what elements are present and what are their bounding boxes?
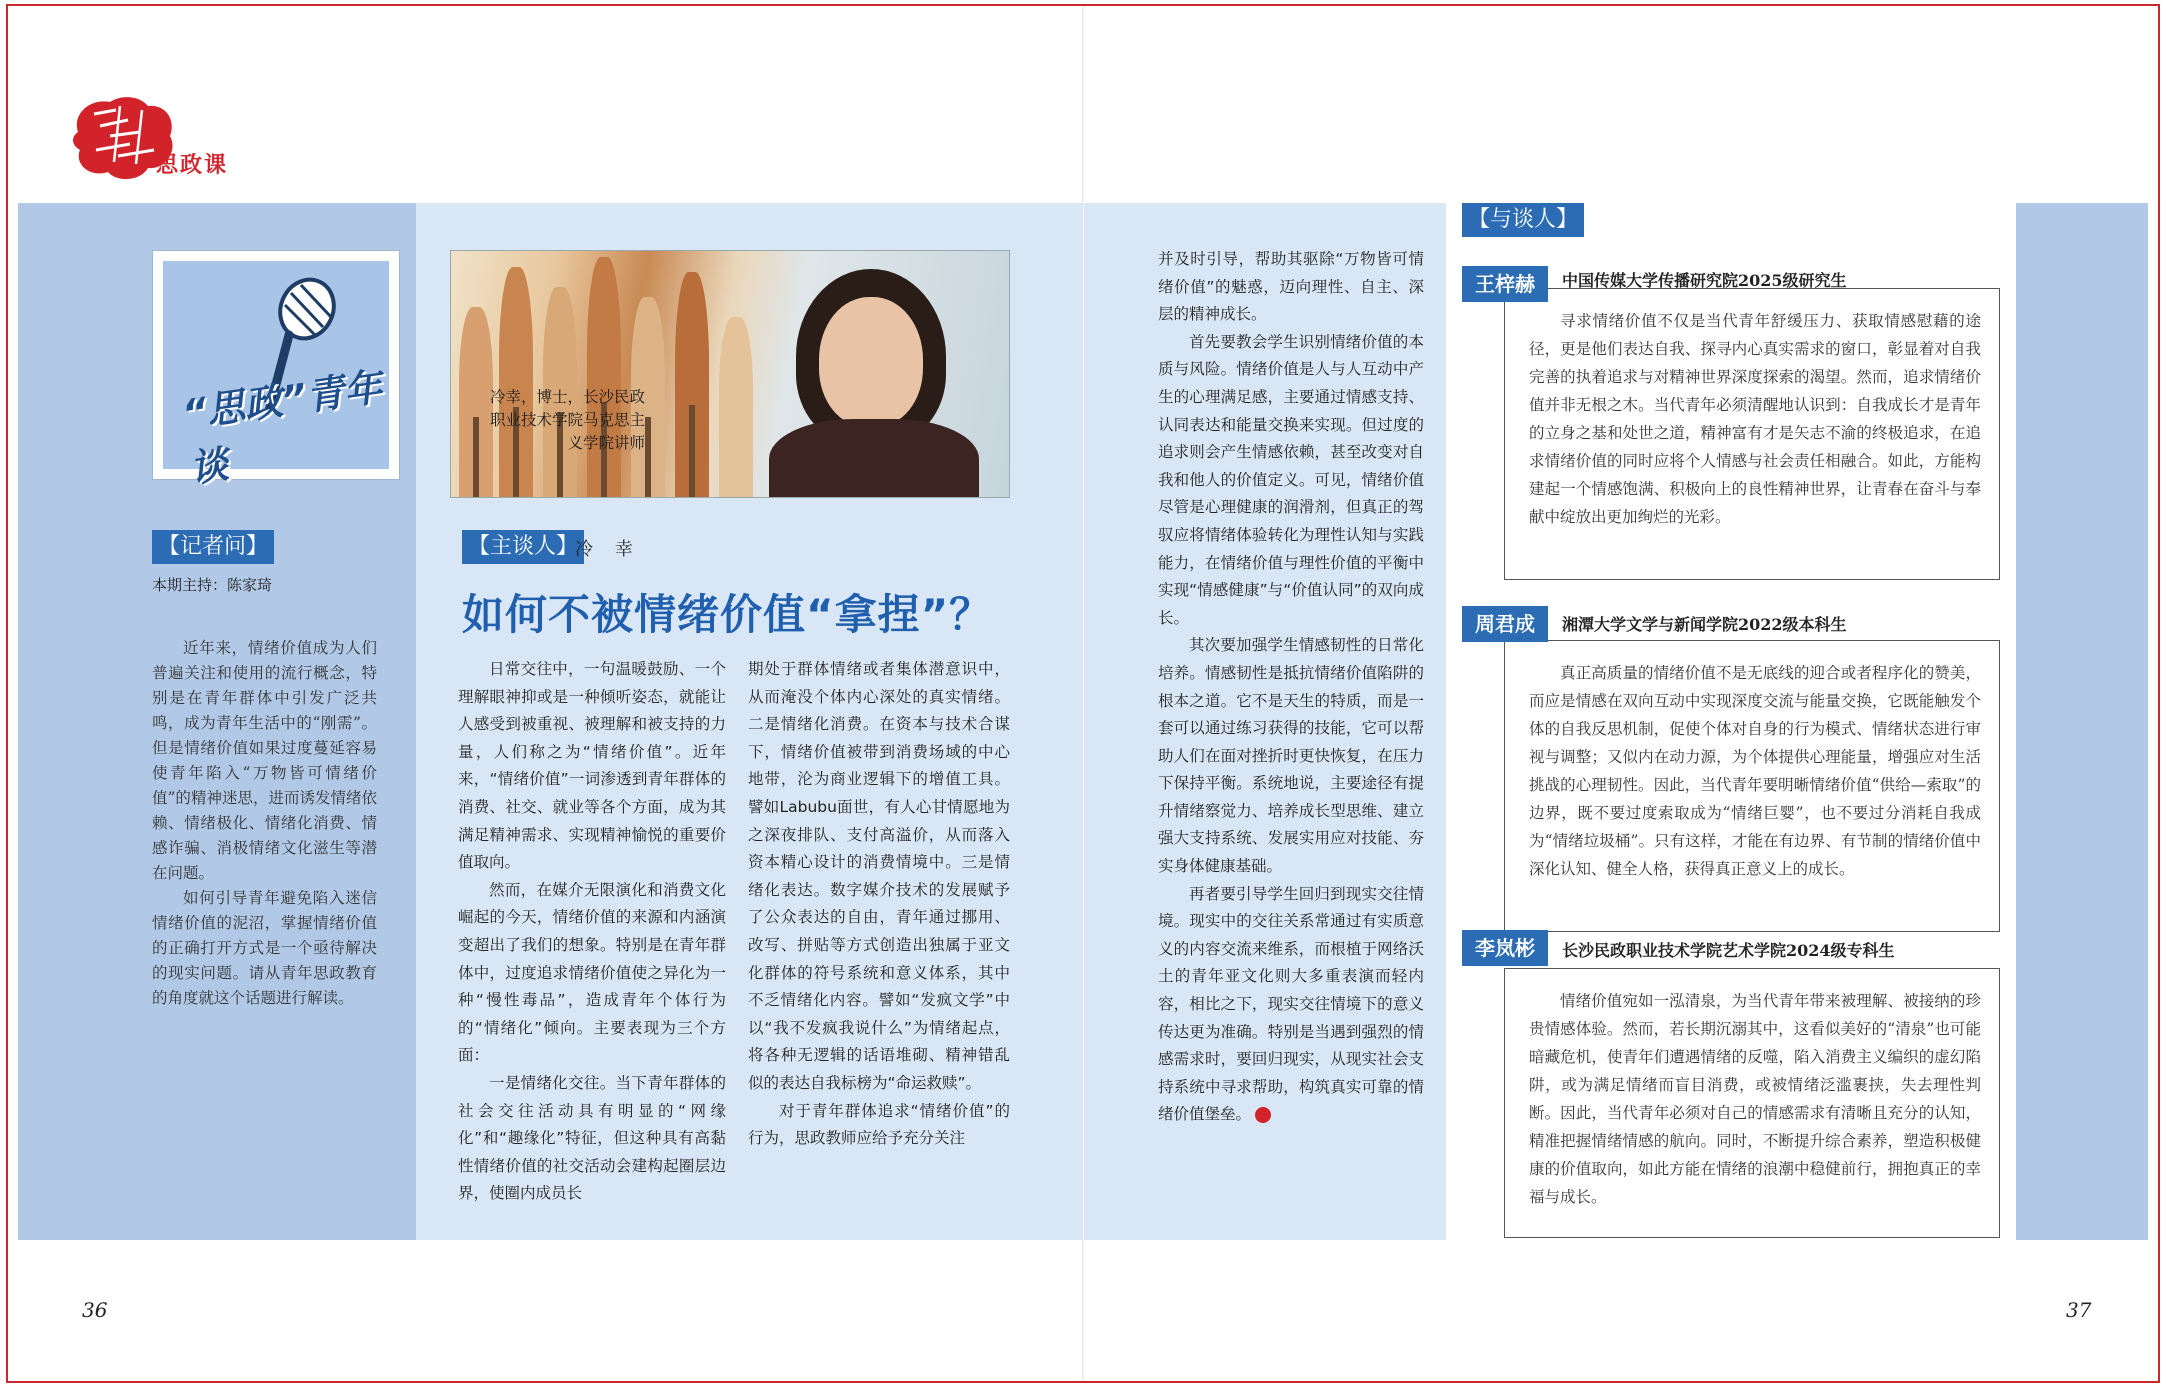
end-mark-icon <box>1255 1107 1271 1123</box>
participant-name: 李岚彬 <box>1462 930 1548 966</box>
participant-comment: 情绪价值宛如一泓清泉，为当代青年带来被理解、被接纳的珍贵情感体验。然而，若长期沉溺其中，这看似美好的“清泉”也可能暗藏危机，使青年们遭遇情绪的反噬，陷入消费主义编织的虚幻陷阱，或为满足情绪而盲目消费，或被情绪泛滥裹挟，失去理性判断。因此，当代青年必须对自己的情感需求有清晰且充分的认知，精准把握情绪情感的航向。同时，不断提升综合素养，塑造积极健康的价值取向，如此方能在情绪的浪潮中稳健前行，拥抱真正的幸福与成长。 <box>1529 992 1981 1206</box>
participant-card <box>1504 968 2000 1238</box>
main-speaker-tag: 【主谈人】 <box>462 530 584 564</box>
participant-name: 王梓赫 <box>1462 266 1548 302</box>
badge-title: “思政”青年谈 <box>179 364 385 491</box>
participants-tag: 【与谈人】 <box>1462 203 1584 237</box>
article-column-1 <box>458 656 726 1208</box>
column-badge <box>152 250 400 491</box>
article-headline: 如何不被情绪价值“拿捏”？ <box>462 590 993 639</box>
body-paragraph: 再者要引导学生回归到现实交往情境。现实中的交往关系常通过有实质意义的内容交流来维系，而根植于网络沃土的青年亚文化则大多重表演而轻内容，相比之下，现实交往情境下的意义传达更为准确。特别是当遇到强烈的情感需求时，要回归现实，从现实社会支持系统中寻求帮助，构筑真实可靠的情绪价值堡垒。 <box>1158 884 1424 1124</box>
participant-card <box>1504 288 2000 580</box>
page-number-left: 36 <box>82 1298 108 1322</box>
participant-affiliation: 中国传媒大学传播研究院2025级研究生 <box>1562 271 1847 290</box>
body-paragraph: 首先要教会学生识别情绪价值的本质与风险。情绪价值是人与人互动中产生的心理满足感，主要通过情感支持、认同表达和能量交换来实现。但过度的追求则会产生情感依赖，甚至改变对自我和他人的价值定义。可见，情绪价值尽管是心理健康的润滑剂，但真正的驾驭应将情绪体验转化为理性认知与实践能力，在情绪价值与理性价值的平衡中实现“情感健康”与“价值认同”的双向成长。 <box>1158 332 1424 627</box>
host-credit: 本期主持：陈家琦 <box>152 576 273 594</box>
body-paragraph: 对于青年群体追求“情绪价值”的行为，思政教师应给予充分关注 <box>748 1101 1010 1148</box>
photo-caption: 冷幸，博士，长沙民政职业技术学院马克思主义学院讲师 <box>489 388 645 452</box>
body-paragraph: 其次要加强学生情感韧性的日常化培养。情感韧性是抵抗情绪价值陷阱的根本之道。它不是天生的特质，而是一套可以通过练习获得的技能，它可以帮助人们在面对挫折时更快恢复，在压力下保持平衡。系统地说，主要途径有提升情绪察觉力、培养成长型思维、建立强大支持系统、发展实用应对技能、夯实身体健康基础。 <box>1158 636 1424 876</box>
participant-card <box>1504 640 2000 932</box>
body-paragraph: 日常交往中，一句温暖鼓励、一个理解眼神抑或是一种倾听姿态，就能让人感受到被重视、被理解和被支持的力量，人们称之为“情绪价值”。近年来，“情绪价值”一词渗透到青年群体的消费、社交、就业等各个方面，成为其满足精神需求、实现精神愉悦的重要价值取向。 <box>458 660 726 872</box>
article-column-3 <box>1158 246 1424 1129</box>
right-edge-band <box>2016 203 2148 1240</box>
question-paragraph: 近年来，情绪价值成为人们普遍关注和使用的流行概念，特别是在青年群体中引发广泛共鸣，成为青年生活中的“刚需”。但是情绪价值如果过度蔓延容易使青年陷入“万物皆可情绪价值”的精神迷思，进而诱发情绪依赖、情绪极化、情绪化消费、情感诈骗、消极情绪文化滋生等潜在问题。 <box>152 639 377 882</box>
participant-name: 周君成 <box>1462 606 1548 642</box>
page-number-right: 37 <box>2066 1298 2092 1322</box>
participant-affiliation: 长沙民政职业技术学院艺术学院2024级专科生 <box>1562 941 1895 960</box>
reporter-tag: 【记者问】 <box>152 530 274 564</box>
article-column-2 <box>748 656 1010 1153</box>
question-paragraph: 如何引导青年避免陷入迷信情绪价值的泥沼，掌握情绪价值的正确打开方式是一个亟待解决的现实问题。请从青年思政教育的角度就这个话题进行解读。 <box>152 889 377 1007</box>
body-paragraph: 期处于群体情绪或者集体潜意识中，从而淹没个体内心深处的真实情绪。二是情绪化消费。在资本与技术合谋下，情绪价值被带到消费场域的中心地带，沦为商业逻辑下的增值工具。譬如Labubu面世，有人心甘情愿地为之深夜排队、支付高溢价，从而落入资本精心设计的消费情境中。三是情绪化表达。数字媒介技术的发展赋予了公众表达的自由，青年通过挪用、改写、拼贴等方式创造出独属于亚文化群体的符号系统和意义体系，其中不乏情绪化内容。譬如“发疯文学”中以“我不发疯我说什么”为情绪起点，将各种无逻辑的话语堆砌、精神错乱似的表达自我标榜为“命运救赎”。 <box>748 660 1010 1092</box>
main-speaker-name: 冷 幸 <box>575 539 641 560</box>
body-paragraph: 一是情绪化交往。当下青年群体的社会交往活动具有明显的“网缘化”和“趣缘化”特征，但这种具有高黏性情绪价值的社交活动会建构起圈层边界，使圈内成员长 <box>458 1073 726 1203</box>
participant-comment: 寻求情绪价值不仅是当代青年舒缓压力、获取情感慰藉的途径，更是他们表达自我、探寻内心真实需求的窗口，彰显着对自我完善的执着追求与对精神世界深度探索的渴望。然而，追求情绪价值并非无根之木。当代青年必须清醒地认识到：自我成长才是青年的立身之基和处世之道，精神富有才是矢志不渝的终极追求，在追求情绪价值的同时应将个人情感与社会责任相融合。如此，方能构建起一个情感饱满、积极向上的良性精神世界，让青春在奋斗与奉献中绽放出更加绚烂的光彩。 <box>1529 312 1981 526</box>
participant-affiliation: 湘潭大学文学与新闻学院2022级本科生 <box>1562 615 1847 634</box>
reporter-question <box>152 636 377 1011</box>
speaker-photo <box>450 250 1010 498</box>
body-paragraph: 并及时引导，帮助其驱除“万物皆可情绪价值”的魅惑，迈向理性、自主、深层的精神成长。 <box>1158 250 1424 324</box>
body-paragraph: 然而，在媒介无限演化和消费文化崛起的今天，情绪价值的来源和内涵演变超出了我们的想象。特别是在青年群体中，过度追求情绪价值使之异化为一种“慢性毒品”，造成青年个体行为的“情绪化”倾向。主要表现为三个方面： <box>458 880 726 1065</box>
participant-comment: 真正高质量的情绪价值不是无底线的迎合或者程序化的赞美，而应是情感在双向互动中实现深度交流与能量交换，它既能触发个体的自我反思机制，促使个体对自身的行为模式、情绪状态进行审视与调整；又似内在动力源，为个体提供心理能量，增强应对生活挑战的心理韧性。因此，当代青年要明晰情绪价值“供给—索取”的边界，既不要过度索取成为“情绪巨婴”，也不要过分消耗自我成为“情绪垃圾桶”。只有这样，才能在有边界、有节制的情绪价值中深化认知、健全人格，获得真正意义上的成长。 <box>1529 664 1981 878</box>
section-label: 思政课 <box>156 153 229 178</box>
